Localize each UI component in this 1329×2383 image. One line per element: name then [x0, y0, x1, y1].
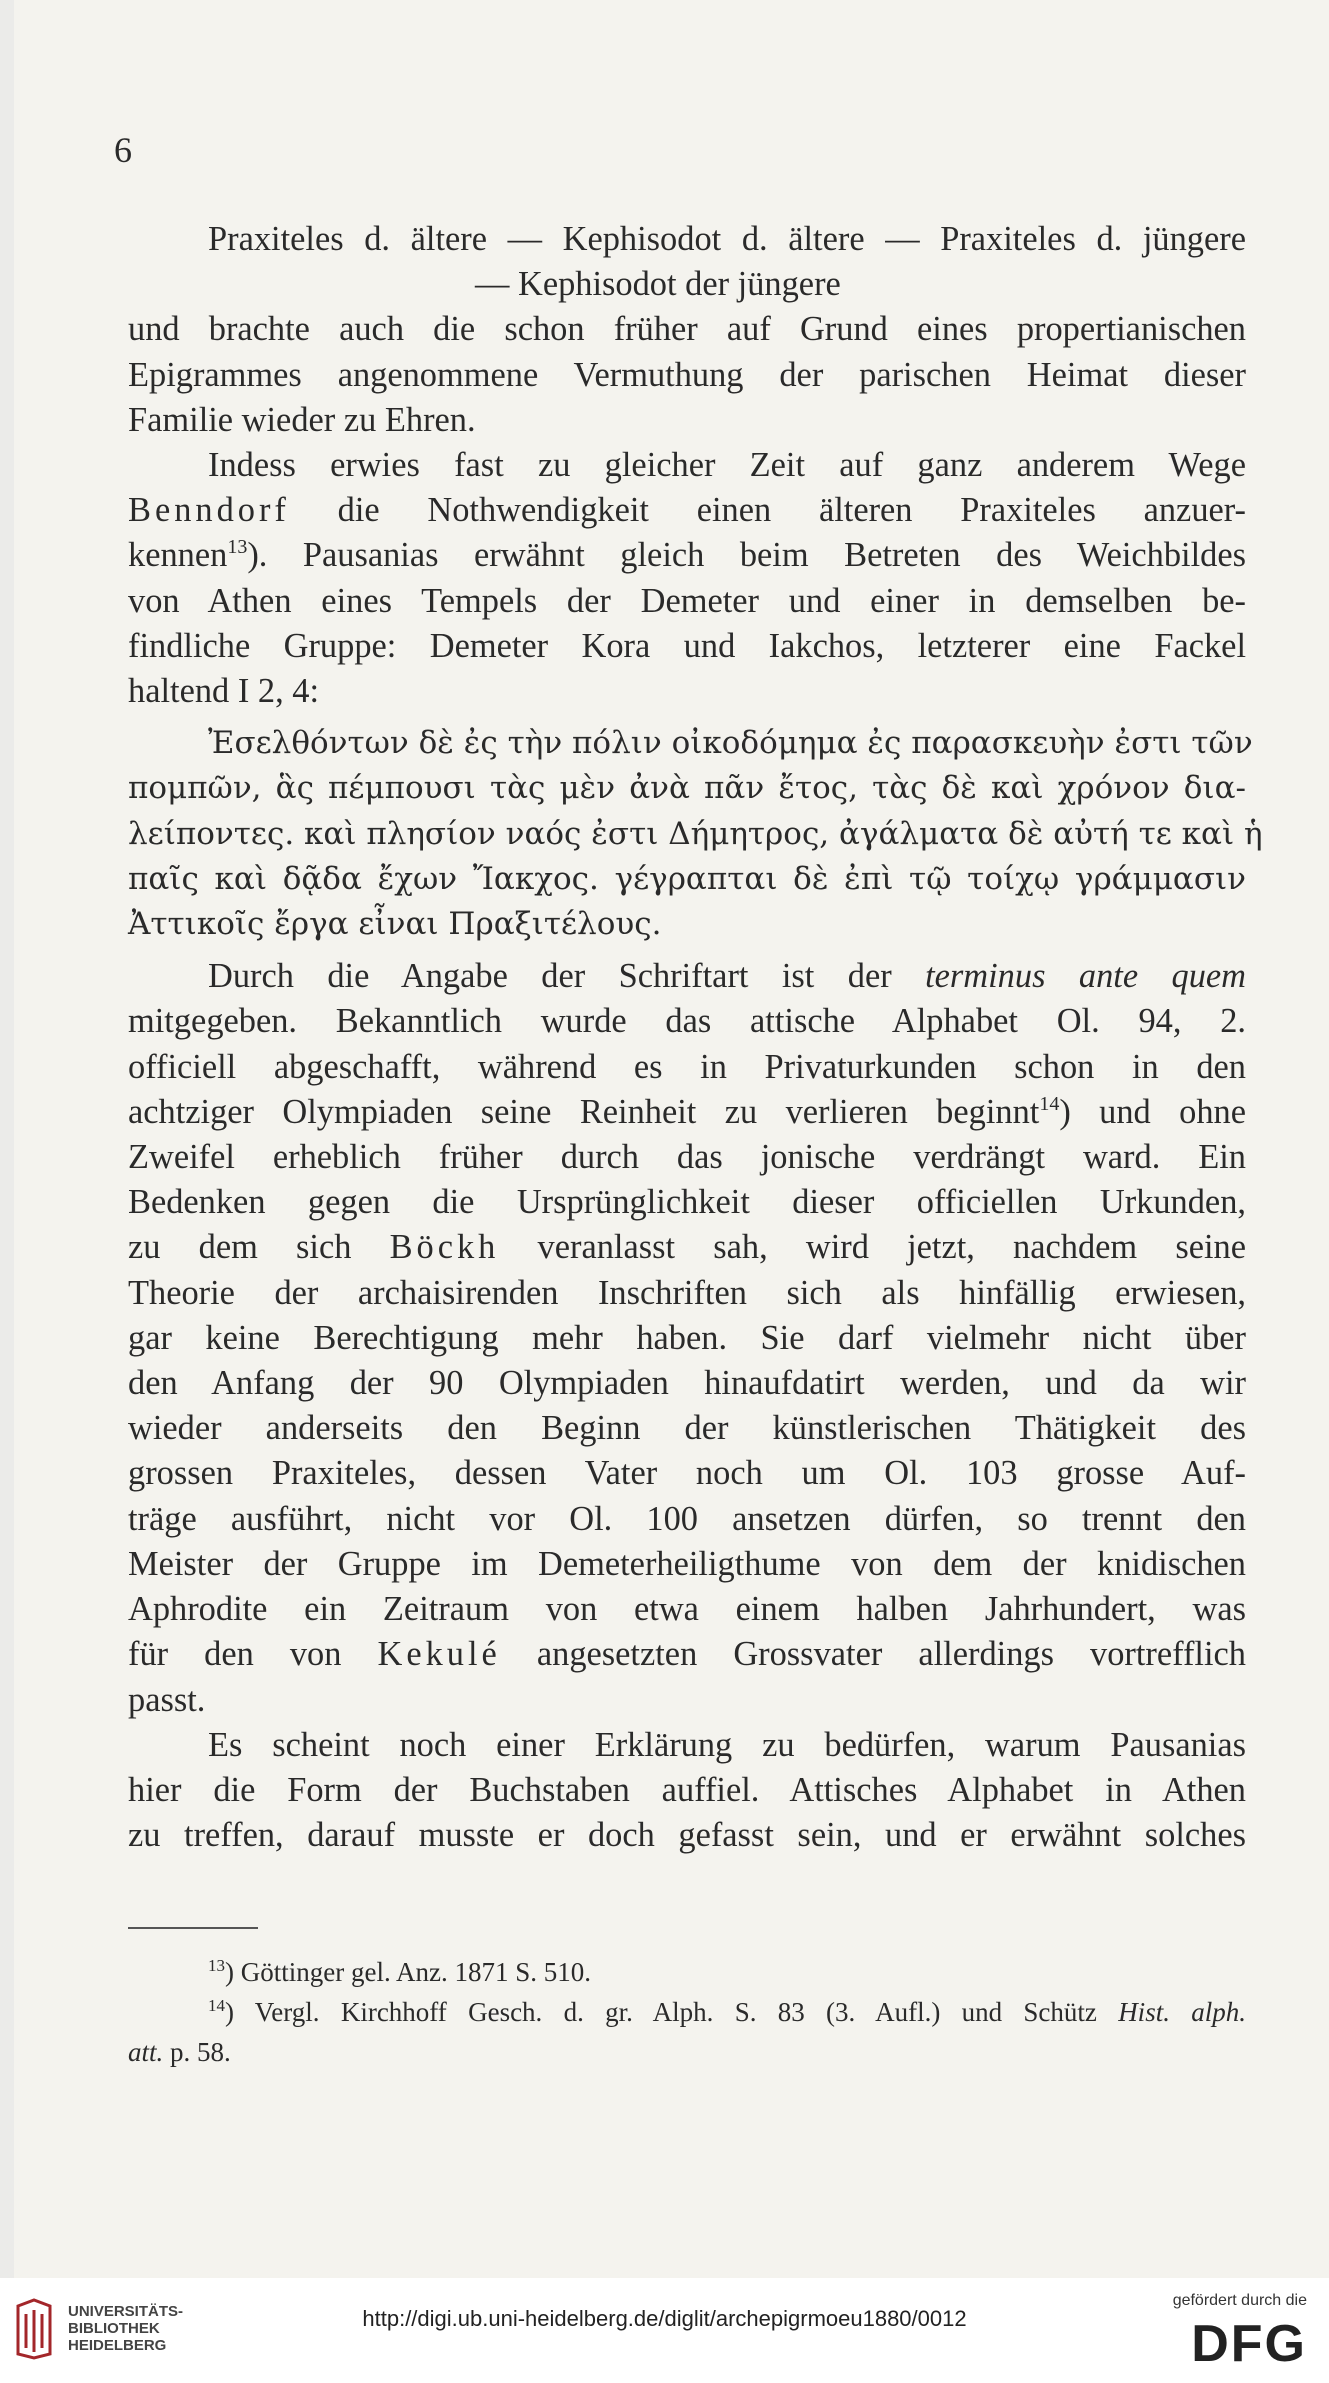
text-line: und brachte auch die schon früher auf Grund eines propertianischen	[128, 310, 1246, 349]
footnote-13: $^{13}$) Göttinger gel. Anz. 1871 S. 510.	[208, 1956, 591, 1987]
greek-quote-line: πομπῶν, ἃς πέμπουσι τὰς μὲν ἀνὰ πᾶν ἔτος, τὰς δὲ καὶ χρόνον δια-	[128, 770, 1246, 807]
text-line: findliche Gruppe: Demeter Kora und Iakchos, letzterer eine Fackel	[128, 626, 1246, 665]
footnotes	[128, 1952, 1246, 2072]
text-line: Benndorf die Nothwendigkeit einen älteren Praxiteles anzuer-	[128, 491, 1246, 530]
footnote-ref[interactable]: 14	[1039, 1092, 1060, 1115]
text-line: träge ausführt, nicht vor Ol. 100 ansetzen dürfen, so trennt den	[128, 1499, 1246, 1538]
page-number: 6	[114, 130, 132, 170]
text-line: haltend I 2, 4:	[128, 672, 320, 711]
viewer-footer	[0, 2278, 1329, 2383]
text-line: mitgegeben. Bekanntlich wurde das attische Alphabet Ol. 94, 2.	[128, 1002, 1246, 1041]
funded-by-label: gefördert durch die	[1172, 2292, 1307, 2309]
genealogy-line: Praxiteles d. ältere — Kephisodot d. ältere — Praxiteles d. jüngere	[208, 220, 1246, 258]
greek-quote-line: παῖς καὶ δᾷδα ἔχων Ἴακχος. γέγραπται δὲ ἐπὶ τῷ τοίχῳ γράμμασιν	[128, 860, 1246, 897]
person-name: Benndorf	[128, 491, 290, 530]
text-line: Aphrodite ein Zeitraum von etwa einem halben Jahrhundert, was	[128, 1590, 1246, 1629]
text-line: den Anfang der 90 Olympiaden hinaufdatirt werden, und da wir	[128, 1364, 1246, 1403]
latin-term: terminus ante quem	[925, 957, 1246, 996]
permalink-url[interactable]: http://digi.ub.uni-heidelberg.de/diglit/archepigrmoeu1880/0012	[362, 2306, 967, 2331]
text-line: achtziger Olympiaden seine Reinheit zu verlieren beginnt$^{14}$) und ohne	[128, 1092, 1246, 1131]
person-name: Kekulé	[377, 1635, 501, 1674]
text-line: Es scheint noch einer Erklärung zu bedürfen, warum Pausanias	[208, 1725, 1246, 1764]
genealogy-line: — Kephisodot der jüngere	[475, 265, 841, 304]
text-line: passt.	[128, 1680, 206, 1719]
text-line: wieder anderseits den Beginn der künstlerischen Thätigkeit des	[128, 1409, 1246, 1448]
text-line: für den von Kekulé angesetzten Grossvater allerdings vortrefflich	[128, 1635, 1246, 1674]
text-line: Indess erwies fast zu gleicher Zeit auf ganz anderem Wege	[208, 446, 1246, 485]
text-line: Familie wieder zu Ehren.	[128, 400, 476, 439]
greek-quote-line: Ἀττικοῖς ἔργα εἶναι Πραξιτέλους.	[128, 906, 662, 943]
text-line: Durch die Angabe der Schriftart ist der terminus ante quem	[208, 957, 1246, 996]
text-line: Epigrammes angenommene Vermuthung der parischen Heimat dieser	[128, 355, 1246, 394]
person-name: Böckh	[389, 1228, 500, 1267]
footnote-divider	[128, 1927, 258, 1929]
text-line: Theorie der archaisirenden Inschriften sich als hinfällig erwiesen,	[128, 1273, 1246, 1312]
book-page	[14, 0, 1329, 2278]
text-line: Meister der Gruppe im Demeterheiligthume von dem der knidischen	[128, 1544, 1246, 1583]
footnote-14: $^{14}$) Vergl. Kirchhoff Gesch. d. gr. Alph. S. 83 (3. Aufl.) und Schütz Hist. alph.	[208, 1996, 1246, 2027]
library-name: UNIVERSITÄTS- BIBLIOTHEK HEIDELBERG	[68, 2303, 184, 2354]
text-line: gar keine Berechtigung mehr haben. Sie darf vielmehr nicht über	[128, 1318, 1246, 1357]
dfg-logo: DFG	[1191, 2315, 1307, 2373]
text-line: officiell abgeschafft, während es in Privaturkunden schon in den	[128, 1047, 1246, 1086]
text-line: zu treffen, darauf musste er doch gefasst sein, und er erwähnt solches	[128, 1816, 1246, 1855]
text-line: Zweifel erheblich früher durch das jonische verdrängt ward. Ein	[128, 1138, 1246, 1177]
text-line: Bedenken gegen die Ursprünglichkeit dieser officiellen Urkunden,	[128, 1183, 1246, 1222]
text-line: hier die Form der Buchstaben auffiel. Attisches Alphabet in Athen	[128, 1770, 1246, 1809]
footnote-ref[interactable]: 13	[227, 536, 248, 559]
footnote-14-continued: att. p. 58.	[128, 2037, 231, 2067]
text-line: kennen$^{13}$). Pausanias erwähnt gleich beim Betreten des Weichbildes	[128, 536, 1246, 575]
text-line: grossen Praxiteles, dessen Vater noch um Ol. 103 grosse Auf-	[128, 1454, 1246, 1493]
text-line: zu dem sich Böckh veranlasst sah, wird jetzt, nachdem seine	[128, 1228, 1246, 1267]
body-text	[128, 217, 1263, 1858]
greek-quote-line: λείποντες. καὶ πλησίον ναός ἐστι Δήμητρος, ἀγάλματα δὲ αὐτή τε καὶ ἡ	[128, 815, 1263, 852]
greek-quote-line: Ἐσελθόντων δὲ ἐς τὴν πόλιν οἰκοδόμημα ἐς παρασκευὴν ἐστι τῶν	[208, 725, 1253, 762]
text-line: von Athen eines Tempels der Demeter und einer in demselben be-	[128, 581, 1246, 620]
